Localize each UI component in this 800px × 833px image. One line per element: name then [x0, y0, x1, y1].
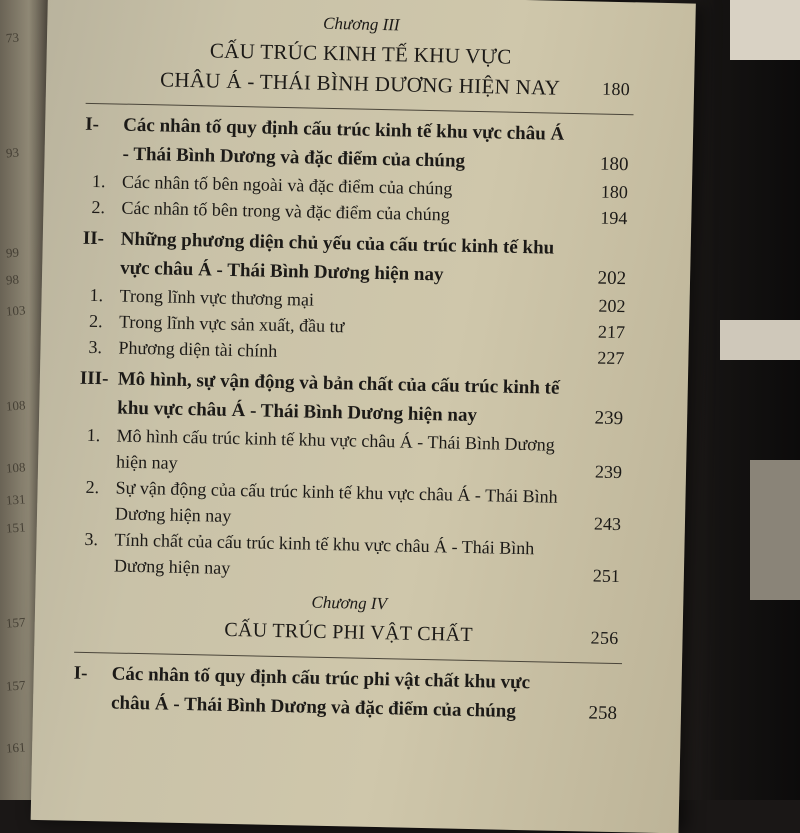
- toc-entry-page: 180: [599, 153, 629, 176]
- shelf-book: [750, 460, 800, 600]
- toc-entry-page: 258: [588, 702, 618, 725]
- toc-entries: [76, 110, 634, 589]
- margin-page-number: 108: [5, 459, 26, 476]
- toc-entry-page: 239: [594, 461, 623, 483]
- toc-entry-page: 194: [600, 207, 628, 229]
- toc-entry-page: 217: [597, 321, 626, 343]
- chapter-title-line: CHÂU Á - THÁI BÌNH DƯƠNG HIỆN NAY: [159, 67, 561, 100]
- toc-entry-text: Sự vận động của cấu trúc kinh tế khu vực châu Á - Thái Bình Dương hiện nay: [114, 477, 558, 526]
- chapter-4-header: [74, 588, 623, 653]
- toc-entry-page: 227: [597, 347, 625, 369]
- margin-page-number: 93: [5, 144, 20, 161]
- toc-entry-text: Tính chất của cấu trúc kinh tế khu vực châu Á - Thái Bình Dương hiện nay: [113, 529, 535, 578]
- toc-item: [76, 526, 625, 589]
- toc-entry-text: Mô hình, sự vận động và bản chất của cấu trúc kinh tế khu vực châu Á - Thái Bình Dương hiện nay: [117, 368, 560, 427]
- margin-page-number: 73: [5, 29, 20, 46]
- margin-page-number: 157: [5, 677, 26, 694]
- toc-entry-page: 239: [594, 407, 624, 430]
- margin-page-number: 108: [5, 397, 26, 414]
- toc-entry-page: 243: [593, 513, 622, 535]
- toc-entry-label: 1.: [89, 284, 104, 306]
- margin-page-number: 151: [5, 519, 26, 536]
- toc-entry-text: Các nhân tố quy định cấu trúc kinh tế khu vực châu Á - Thái Bình Dương và đặc điểm của chúng: [122, 114, 565, 172]
- toc-entry-page: 251: [592, 565, 621, 587]
- toc-entry-page: 202: [597, 267, 627, 290]
- toc-entry-text: Phương diện tài chính: [118, 337, 278, 361]
- margin-page-number: 157: [5, 614, 26, 631]
- toc-entry-text: Các nhân tố bên trong và đặc điểm của chúng: [121, 197, 450, 225]
- chapter-3-header: [86, 9, 636, 104]
- toc-entry-label: I-: [73, 662, 88, 684]
- toc-entry-label: 1.: [91, 170, 106, 192]
- toc-entry-label: 3.: [88, 336, 103, 358]
- toc-entry-text: Những phương diện chủ yếu của cấu trúc kinh tế khu vực châu Á - Thái Bình Dương hiện nay: [119, 228, 555, 286]
- chapter-label: Chương IV: [311, 592, 388, 614]
- toc-entry-page: 180: [600, 181, 629, 203]
- margin-page-number: 103: [5, 302, 26, 319]
- margin-page-number: 99: [5, 244, 20, 261]
- margin-page-number: 161: [5, 739, 26, 756]
- toc-section: [73, 659, 622, 728]
- chapter-title-line: CẤU TRÚC PHI VẬT CHẤT: [224, 618, 474, 647]
- toc-entry-text: Các nhân tố quy định cấu trúc phi vật chất khu vực châu Á - Thái Bình Dương và đặc điểm của chúng: [110, 663, 531, 722]
- toc-entry-label: 2.: [88, 310, 103, 332]
- book-page: [31, 0, 696, 833]
- margin-page-number: 131: [5, 491, 26, 508]
- toc-entry-text: Trong lĩnh vực sản xuất, đầu tư: [118, 311, 345, 337]
- toc-entry-label: 2.: [85, 476, 100, 498]
- toc-entry-text: Các nhân tố bên ngoài và đặc điểm của chúng: [121, 171, 453, 199]
- toc-entry-label: I-: [84, 113, 100, 136]
- toc-entry-label: 3.: [84, 528, 99, 550]
- toc-entry-text: Trong lĩnh vực thương mại: [119, 285, 315, 310]
- toc-entry-label: III-: [79, 367, 109, 390]
- page-number: 256: [590, 627, 619, 649]
- toc-entry-text: Mô hình cấu trúc kinh tế khu vực châu Á - Thái Bình Dương hiện nay: [115, 425, 555, 473]
- toc-entry-label: II-: [82, 227, 105, 250]
- toc-entry-label: 2.: [91, 196, 106, 218]
- toc-entry-label: 1.: [86, 424, 101, 446]
- toc-entry-page: 202: [598, 295, 626, 317]
- page-number: 180: [601, 78, 631, 100]
- shelf-book: [720, 320, 800, 360]
- chapter-label: Chương III: [322, 13, 400, 35]
- margin-page-number: 98: [5, 271, 20, 288]
- chapter-title: [74, 612, 623, 653]
- shelf-book: [730, 0, 800, 60]
- chapter-title: [86, 33, 635, 104]
- chapter-title-line: CẤU TRÚC KINH TẾ KHU VỰC: [209, 38, 512, 69]
- table-of-contents: [73, 9, 636, 728]
